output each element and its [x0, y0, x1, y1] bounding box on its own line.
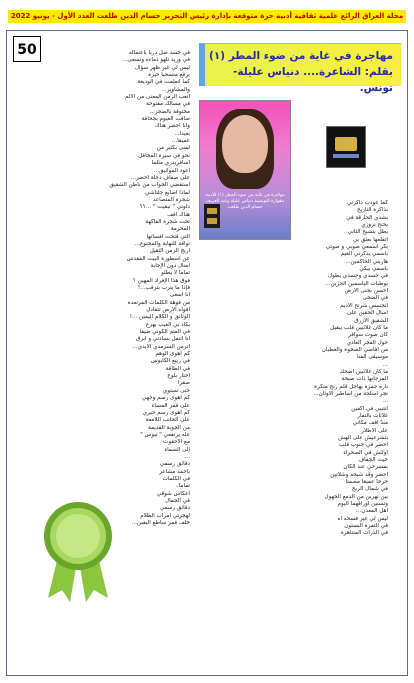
- poem-line: فإذا ما يترب بترقب...!: [137, 285, 190, 291]
- poem-line: تجر أسلحة من أساطير الأوثان...: [313, 390, 388, 397]
- poem-line: في الضحى: [362, 295, 388, 302]
- article-title-box: [199, 43, 401, 94]
- poem-line: إلى السماء: [164, 446, 190, 453]
- poem-line: علّه يرتفعي " نيوس ": [140, 431, 190, 438]
- poem-line: بتشرعيش على الهش: [338, 435, 388, 441]
- poem-column-right: [288, 200, 388, 538]
- poem-line: جرحا عميقاً مصمتاً: [345, 479, 388, 486]
- poem-line: في الجمال: [165, 497, 190, 504]
- poem-line: من أقاصي الصحوة والعطبان: [321, 346, 388, 353]
- poem-line: بأحمد مشاعر: [159, 468, 190, 475]
- poem-line: كما عودت ذاكرتي: [346, 200, 388, 206]
- poem-line: لماذا أصابع جلناشي: [145, 189, 190, 196]
- poem-line: باسمي بيكي: [359, 266, 388, 273]
- poem-line: والمشاوير...: [161, 86, 190, 93]
- poem-line: بكر أسمعي صوبي و صوتي: [325, 244, 388, 251]
- poem-line: مختوقة بالضجر...: [149, 108, 190, 115]
- poem-line: في العتم الكوني ضيقاً: [139, 329, 190, 336]
- poem-line: يطل بتشيح الثاني: [347, 229, 388, 236]
- poem-line: ضافت الغيوم بجحافة: [141, 116, 190, 123]
- poem-line: شجرة المتصاعد: [152, 196, 190, 203]
- poem-line: في جسد ضلّ درباً بأعتماله: [128, 50, 190, 56]
- award-ribbon-icon: [40, 498, 116, 602]
- poem-line: كم أهوى الوهم: [155, 351, 190, 358]
- poem-line: الشقيق الأزرق: [354, 317, 388, 324]
- poem-line: أحضر في جنوب قلب: [339, 442, 388, 449]
- poem-line: دلوتي " تبقيت " ...؟؟: [139, 204, 190, 211]
- poem-line: نحو في سيرة المحافل: [138, 152, 190, 159]
- poem-line: أستقصي الجواب من باطن الشقيق: [109, 182, 190, 189]
- poem-line: في وريد تلهو ذماءه وتسعى...: [122, 57, 190, 64]
- poem-line: أريج الزمن الثقيل: [149, 248, 190, 255]
- poem-line: بمسرحي عند الكان: [343, 464, 388, 471]
- poem-line: كم أهوى رسم وجهي: [141, 395, 190, 402]
- poem-line: تحت شجرة الفاكهة: [145, 218, 190, 225]
- poem-line: أفواه الأرض تتفادل: [146, 307, 190, 314]
- page-number: 50: [13, 36, 41, 62]
- poem-line: تواقة للنهاية والمحنوع...: [134, 240, 190, 247]
- poem-line: ...: [382, 361, 388, 368]
- poem-line: في الكلمات: [162, 475, 190, 482]
- poem-line: على الأطلار: [361, 427, 388, 434]
- poem-line: في جسدي وجسدي يطول: [328, 273, 388, 280]
- author-photo: [199, 100, 291, 240]
- poem-line: كان صوت سوافر: [348, 332, 388, 339]
- poem-line: أسأل دون الإجابة: [150, 262, 190, 269]
- poem-line: بحنح بروزي: [361, 222, 388, 229]
- poem-line: أولئش في الصحراء: [343, 449, 388, 456]
- poem-line: من الجوبة القديمة: [148, 424, 190, 431]
- poem-line: وأنا أحضر هناك: [155, 123, 190, 130]
- poem-line: يرفع منسحباً حيرة: [148, 72, 190, 79]
- poem-line: أعكاس شوقي: [156, 490, 190, 497]
- poem-line: تماماً..: [175, 483, 190, 490]
- poem-line: بشدي الحارقة في: [346, 214, 388, 221]
- poem-line: حيث الجفاف: [358, 457, 388, 464]
- poem-line: عن أسطورة البيت المقدس: [126, 255, 190, 262]
- poem-line: المحرمة: [170, 226, 190, 233]
- poem-line: صقرا: [177, 380, 190, 387]
- poem-line: حتى تستوي: [162, 387, 190, 394]
- poem-line: في التمرة البستون: [344, 523, 388, 530]
- article-byline: بقلم: الشاعرة.... دنياس عليلة- تونس.: [232, 66, 393, 94]
- poem-line: ليس لي غير فسحه آه: [337, 515, 388, 522]
- poem-line: دقائق رسمي: [159, 505, 190, 512]
- poem-line: هاربتي الحاكمين...: [345, 258, 388, 265]
- poem-line: على قمر المساء: [151, 402, 190, 409]
- poem-line: مع الأحقوت: [163, 439, 190, 446]
- poem-line: أتجسس شرنح الأديم: [340, 302, 388, 309]
- poem-line: بذاكرة التاريخ: [356, 207, 388, 214]
- poem-line: بعيداً...: [174, 130, 190, 137]
- poem-line: ناره جمرة يهاجل قلم ربح منكرة: [314, 383, 388, 390]
- poem-line: أعود المواثيق...: [153, 167, 190, 174]
- poem-line: موسيقى الفنا: [356, 354, 388, 361]
- poem-line: غلائات بالتمار: [357, 412, 388, 419]
- poem-line: أسأل الحقين على: [346, 310, 388, 317]
- poem-line: أحسن بجنى الأرض: [344, 288, 388, 295]
- poem-line: في مسالك مفتوحة: [146, 101, 190, 108]
- poem-line: في ربيع الكابوس: [150, 358, 190, 365]
- magazine-logo-icon: [326, 126, 366, 168]
- poem-line: في شمال الريح: [351, 486, 388, 493]
- poem-line: باسمي يذكرني الغيم: [340, 251, 388, 258]
- poem-line: الوثائق و الكلام اليمين ...!: [129, 314, 190, 321]
- poem-line: عميقاً...: [171, 138, 190, 145]
- poem-line: أحتار يلوح: [167, 373, 190, 380]
- poem-line: ...: [184, 453, 190, 460]
- poem-line: بوطنات الياسمين الحزين...: [325, 280, 388, 287]
- poem-line: بين نهرين من الدمع الجهول: [324, 493, 388, 500]
- author-face: [222, 115, 268, 173]
- poem-line: كم أهوى رسم حيري: [142, 409, 190, 416]
- photo-caption: مهاجرة في غاية من ضوء المطر (١) للأديبة مقوارة التونسية دنياس عليلة وعيد العريف حسام الدين طلعت: [205, 193, 285, 210]
- poem-line: من فوهة الكلمات المرتعدة: [127, 299, 190, 306]
- poem-line: في الذرات المتناهرة: [340, 530, 388, 537]
- poem-line: ...: [382, 398, 388, 405]
- poem-line: أنا أتنفل بسادتي و أبرق: [136, 336, 190, 343]
- poem-line: أهل المعدن...: [355, 508, 388, 515]
- poem-line: حول الفجر الغادي: [346, 339, 388, 346]
- poem-line: تماماً لا يطلو: [161, 270, 190, 277]
- poem-line: أنتيبي في أكفين: [351, 405, 388, 412]
- poem-line: أنا أسعى: [169, 292, 190, 299]
- poem-line: أحضر وقد شبحه وشلاتين: [330, 471, 388, 478]
- photo-logo-icon: [204, 204, 220, 228]
- poem-line: لمنى بكثير من: [156, 145, 190, 152]
- poem-line: أتعب الزمن المعنى من الألم: [125, 94, 190, 101]
- poem-line: فوق هذا الإفراد المهين ؟: [133, 277, 190, 284]
- poem-line: وتسنين أوراقهما اليوم: [337, 501, 388, 508]
- poem-line: ليس لي غير ظهر سؤال: [134, 64, 190, 71]
- poem-line: مندّ أقف مكاني: [352, 420, 388, 427]
- poem-column-left: [70, 50, 190, 527]
- poem-line: المرجانها ذات صيحة: [341, 376, 388, 383]
- poem-line: ما كان غلائبين أضحك: [339, 368, 388, 375]
- poem-line: التي قتحت أفساتها: [146, 233, 190, 240]
- article-title: مهاجرة في غاية من ضوء المطر (١): [209, 50, 393, 62]
- poem-line: لهجرتي أمراب الظلام: [140, 512, 190, 519]
- poem-line: دقائق رسمي: [159, 461, 190, 468]
- poem-line: على صفاف دجلة أحضر...: [130, 174, 190, 181]
- poem-line: كما أتعلمت في الوديعة: [137, 79, 190, 86]
- poem-line: على الجانب اللامعة: [145, 417, 190, 424]
- poem-line: أترمن السرمدي الأبدي...: [132, 343, 190, 350]
- magazine-banner: مجلة العراق الرائع علمية ثقافية أدبية حرة متوقعة بإدارة رئيس التحرير حسام الدين طلعت العدد الأول - يونيو 2022: [8, 10, 406, 23]
- poem-line: أسافربدري مثلما: [151, 160, 190, 167]
- poem-line: خلف قمر ساطع اليقين...: [131, 520, 190, 526]
- poem-line: في الطاقة: [165, 365, 190, 372]
- poem-line: ما كان غلائبين قلّب بيقيل: [330, 324, 388, 331]
- poem-line: أتفلعها بعثق بي: [352, 236, 388, 243]
- poem-line: هناك أقف: [167, 211, 190, 218]
- poem-line: يكاد بي الغيب يهزع: [145, 321, 190, 328]
